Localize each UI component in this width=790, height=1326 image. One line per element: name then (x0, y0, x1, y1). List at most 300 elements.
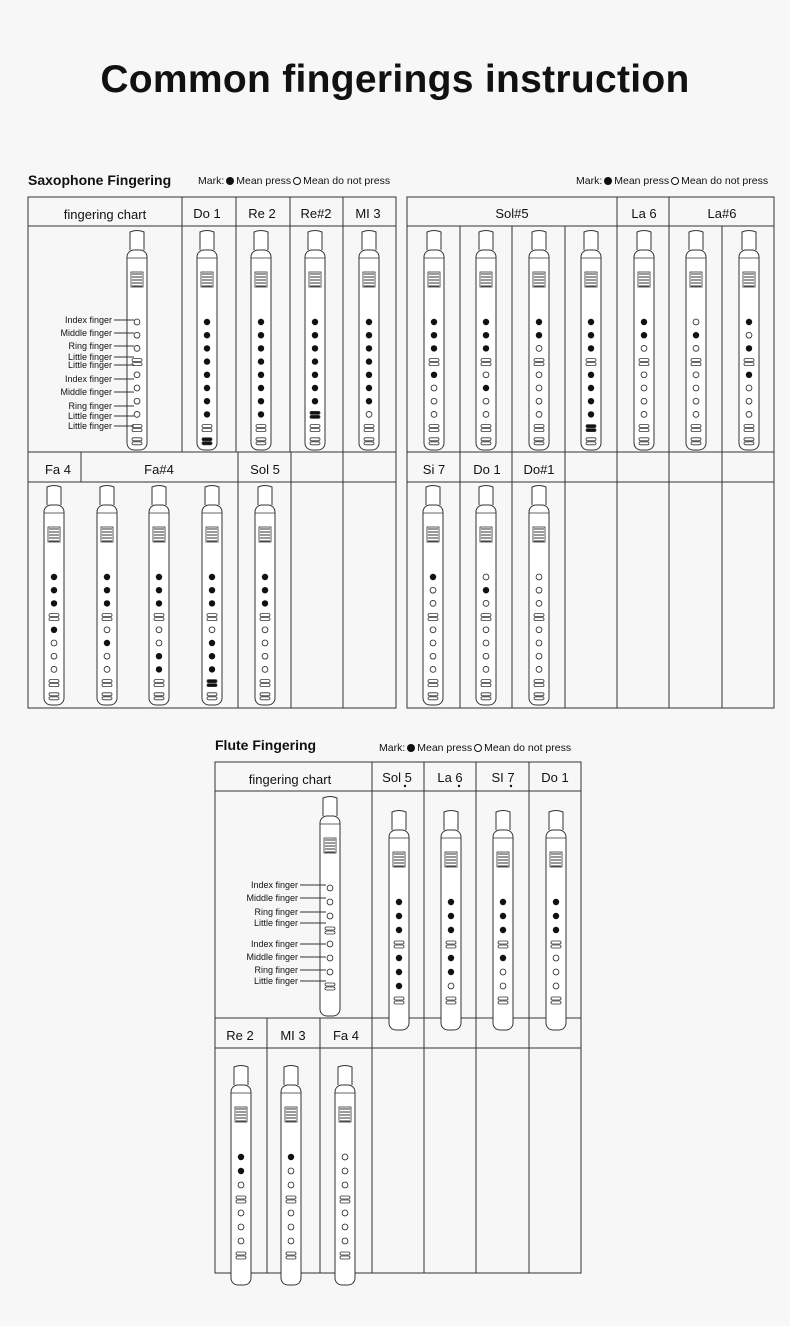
double-hole (256, 425, 266, 428)
note-label: La 6 (437, 770, 463, 785)
double-hole (481, 363, 491, 366)
pressed-hole (553, 899, 559, 905)
instrument-icon (97, 486, 117, 706)
open-hole (51, 640, 57, 646)
pressed-hole (396, 913, 402, 919)
open-hole (553, 969, 559, 975)
saxophone-heading: Saxophone Fingering (28, 172, 172, 188)
double-hole (236, 1200, 246, 1203)
double-hole (586, 442, 596, 445)
instrument-icon (424, 231, 444, 451)
pressed-hole (588, 345, 594, 351)
finger-label: Middle finger (60, 328, 112, 338)
pressed-hole (209, 640, 215, 646)
double-hole (256, 438, 266, 441)
pressed-hole (262, 587, 268, 593)
mouthpiece-shape (479, 486, 493, 506)
open-hole (134, 385, 140, 391)
open-hole (104, 667, 110, 673)
double-hole (481, 438, 491, 441)
note-label: SI 7 (491, 770, 515, 785)
mouthpiece-shape (532, 486, 546, 506)
double-hole (325, 931, 335, 934)
instrument-icon (320, 797, 340, 1017)
open-hole (746, 332, 752, 338)
double-hole (102, 693, 112, 696)
note-label: Fa#4 (144, 462, 174, 477)
note-label: Sol#5 (495, 206, 529, 221)
open-hole (262, 653, 268, 659)
double-hole (428, 693, 438, 696)
pressed-hole (366, 332, 372, 338)
note-label: Do 1 (473, 462, 501, 477)
double-hole (207, 693, 217, 696)
pressed-hole (588, 411, 594, 417)
open-hole (431, 385, 437, 391)
pressed-hole (258, 358, 264, 364)
finger-label: Little finger (67, 360, 112, 370)
mouthpiece-shape (532, 231, 546, 251)
note-label: La 6 (631, 206, 657, 221)
instrument-icon (197, 231, 217, 451)
double-hole (429, 425, 439, 428)
double-hole (260, 614, 270, 617)
instrument-icon (529, 486, 549, 706)
double-hole (256, 442, 266, 445)
pressed-hole (258, 332, 264, 338)
pressed-hole (262, 574, 268, 580)
open-hole (327, 913, 333, 919)
instrument-icon (476, 231, 496, 451)
pressed-hole (483, 587, 489, 593)
open-hole (238, 1238, 244, 1244)
double-hole (429, 359, 439, 362)
open-hole (483, 601, 489, 607)
double-hole (586, 425, 596, 428)
double-hole (691, 429, 701, 432)
open-hole (342, 1182, 348, 1188)
instrument-icon (202, 486, 222, 706)
open-hole (746, 398, 752, 404)
double-hole (207, 697, 217, 700)
double-hole (551, 1001, 561, 1004)
finger-label: Index finger (250, 880, 298, 890)
double-hole (310, 425, 320, 428)
pressed-hole (588, 398, 594, 404)
double-hole (260, 684, 270, 687)
double-hole (340, 1256, 350, 1259)
open-hole (288, 1238, 294, 1244)
mouthpiece-shape (47, 486, 61, 506)
open-hole (156, 640, 162, 646)
open-hole (327, 969, 333, 975)
pressed-hole (396, 899, 402, 905)
pressed-hole (396, 927, 402, 933)
finger-label: Little finger (67, 352, 112, 362)
pressed-hole (312, 398, 318, 404)
open-hole (430, 640, 436, 646)
legend-press-label: Mean press (417, 742, 473, 754)
open-hole (553, 955, 559, 961)
pressed-hole (641, 319, 647, 325)
open-hole (209, 627, 215, 633)
finger-label: Middle finger (246, 952, 298, 962)
open-hole (134, 398, 140, 404)
open-hole (51, 653, 57, 659)
pressed-hole (238, 1168, 244, 1174)
open-hole (342, 1238, 348, 1244)
open-hole (641, 412, 647, 418)
double-hole (534, 363, 544, 366)
mouthpiece-shape (338, 1066, 352, 1086)
double-hole (481, 697, 491, 700)
double-hole (429, 429, 439, 432)
double-hole (498, 997, 508, 1000)
pressed-hole (746, 345, 752, 351)
pressed-hole (258, 345, 264, 351)
pressed-hole (483, 345, 489, 351)
instrument-icon (441, 811, 461, 1031)
double-hole (551, 945, 561, 948)
open-hole (366, 412, 372, 418)
double-hole (639, 442, 649, 445)
pressed-hole (500, 927, 506, 933)
double-hole (481, 684, 491, 687)
instrument-icon (686, 231, 706, 451)
pressed-hole (204, 358, 210, 364)
mouthpiece-shape (258, 486, 272, 506)
open-hole (342, 1224, 348, 1230)
pressed-hole (51, 574, 57, 580)
instrument-icon (359, 231, 379, 451)
instrument-icon (581, 231, 601, 451)
double-hole (325, 927, 335, 930)
note-label: Do#1 (523, 462, 555, 477)
pressed-hole (204, 345, 210, 351)
double-hole (364, 429, 374, 432)
mouthpiece-shape (254, 231, 268, 251)
open-hole (536, 398, 542, 404)
pressed-hole (500, 913, 506, 919)
open-hole (448, 983, 454, 989)
open-hole (693, 372, 699, 378)
pressed-hole (204, 372, 210, 378)
open-hole (693, 346, 699, 352)
double-hole (154, 697, 164, 700)
double-hole (310, 438, 320, 441)
double-hole (481, 693, 491, 696)
open-hole (288, 1182, 294, 1188)
pressed-hole (104, 574, 110, 580)
note-label: Re 2 (226, 1028, 254, 1043)
note-label: Si 7 (422, 462, 446, 477)
instrument-icon (231, 1066, 251, 1286)
pressed-hole (51, 600, 57, 606)
open-hole (238, 1210, 244, 1216)
mouthpiece-shape (496, 811, 510, 831)
double-hole (394, 997, 404, 1000)
pressed-hole (746, 319, 752, 325)
instrument-icon (423, 486, 443, 706)
pressed-hole (204, 411, 210, 417)
double-hole (364, 438, 374, 441)
double-hole (446, 945, 456, 948)
open-hole (327, 955, 333, 961)
open-hole (553, 983, 559, 989)
mouthpiece-shape (200, 231, 214, 251)
double-hole (586, 359, 596, 362)
double-hole (534, 618, 544, 621)
double-hole (429, 438, 439, 441)
mouthpiece-shape (637, 231, 651, 251)
double-hole (481, 359, 491, 362)
double-hole (236, 1256, 246, 1259)
double-hole (481, 429, 491, 432)
double-hole (102, 614, 112, 617)
mouthpiece-shape (479, 231, 493, 251)
double-hole (481, 442, 491, 445)
double-hole (428, 680, 438, 683)
finger-label: Little finger (67, 411, 112, 421)
pressed-hole (204, 319, 210, 325)
double-hole (154, 684, 164, 687)
mouthpiece-shape (427, 231, 441, 251)
double-hole (534, 429, 544, 432)
double-hole (394, 941, 404, 944)
open-hole (430, 587, 436, 593)
double-hole (744, 438, 754, 441)
pressed-hole (641, 332, 647, 338)
pressed-hole (258, 372, 264, 378)
double-hole (286, 1196, 296, 1199)
pressed-hole (366, 319, 372, 325)
pressed-hole (312, 385, 318, 391)
legend-mark-label: Mark: (198, 175, 225, 187)
note-label: Re#2 (300, 206, 332, 221)
double-hole (639, 438, 649, 441)
instrument-icon (255, 486, 275, 706)
pressed-hole (553, 913, 559, 919)
open-hole (51, 667, 57, 673)
double-hole (310, 411, 320, 414)
pressed-hole (312, 332, 318, 338)
instrument-icon (149, 486, 169, 706)
double-hole (691, 425, 701, 428)
double-hole (132, 359, 142, 362)
mouthpiece-shape (308, 231, 322, 251)
double-hole (102, 697, 112, 700)
pressed-hole (448, 927, 454, 933)
double-hole (691, 438, 701, 441)
double-hole (202, 438, 212, 441)
open-hole (134, 319, 140, 325)
pressed-hole (693, 332, 699, 338)
mouthpiece-shape (549, 811, 563, 831)
open-hole (262, 627, 268, 633)
double-hole (207, 680, 217, 683)
double-hole (340, 1196, 350, 1199)
double-hole (325, 983, 335, 986)
instrument-icon (634, 231, 654, 451)
pressed-hole (258, 385, 264, 391)
open-hole (536, 667, 542, 673)
double-hole (446, 1001, 456, 1004)
open-hole (288, 1168, 294, 1174)
double-hole (639, 425, 649, 428)
mouthpiece-shape (100, 486, 114, 506)
mouthpiece-shape (362, 231, 376, 251)
double-hole (534, 438, 544, 441)
open-hole (431, 398, 437, 404)
double-hole (428, 614, 438, 617)
double-hole (256, 429, 266, 432)
open-hole (238, 1182, 244, 1188)
open-hole (536, 412, 542, 418)
pressed-hole (156, 600, 162, 606)
legend-press-label: Mean press (614, 175, 670, 187)
pressed-hole (204, 332, 210, 338)
open-hole (746, 412, 752, 418)
finger-label: Ring finger (254, 907, 298, 917)
open-hole (104, 627, 110, 633)
double-hole (586, 438, 596, 441)
legend-not-press-label: Mean do not press (484, 742, 572, 754)
double-hole (49, 614, 59, 617)
finger-label: Middle finger (60, 387, 112, 397)
double-hole (534, 693, 544, 696)
octave-dot (510, 785, 512, 787)
pressed-hole (312, 345, 318, 351)
open-hole (288, 1210, 294, 1216)
double-hole (102, 684, 112, 687)
double-hole (132, 442, 142, 445)
open-hole (156, 627, 162, 633)
pressed-hole (396, 955, 402, 961)
pressed-hole (483, 319, 489, 325)
double-hole (154, 693, 164, 696)
double-hole (744, 429, 754, 432)
double-hole (207, 618, 217, 621)
instrument-icon (389, 811, 409, 1031)
pressed-hole (500, 899, 506, 905)
open-hole (693, 319, 699, 325)
instrument-icon (281, 1066, 301, 1286)
instrument-icon (335, 1066, 355, 1286)
double-hole (744, 442, 754, 445)
double-hole (534, 442, 544, 445)
double-hole (49, 697, 59, 700)
open-hole (536, 346, 542, 352)
note-label: Sol 5 (382, 770, 412, 785)
note-label: Re 2 (248, 206, 276, 221)
pressed-hole (588, 332, 594, 338)
chart-label: fingering chart (248, 772, 332, 787)
pressed-hole (396, 983, 402, 989)
double-hole (534, 359, 544, 362)
double-hole (498, 941, 508, 944)
pressed-hole (104, 640, 110, 646)
double-hole (639, 359, 649, 362)
pressed-hole (430, 574, 436, 580)
open-hole (238, 1224, 244, 1230)
double-hole (744, 359, 754, 362)
finger-label: Little finger (67, 421, 112, 431)
double-hole (154, 614, 164, 617)
double-hole (49, 618, 59, 621)
pressed-hole (366, 398, 372, 404)
open-hole (536, 640, 542, 646)
pressed-hole (448, 913, 454, 919)
double-hole (446, 941, 456, 944)
instrument-icon (546, 811, 566, 1031)
pressed-hole (500, 955, 506, 961)
open-hole (483, 398, 489, 404)
double-hole (286, 1200, 296, 1203)
open-hole (641, 398, 647, 404)
open-hole (693, 398, 699, 404)
pressed-hole (312, 372, 318, 378)
open-hole (342, 1154, 348, 1160)
note-label: Do 1 (541, 770, 569, 785)
pressed-hole (312, 319, 318, 325)
open-hole (431, 412, 437, 418)
mouthpiece-shape (284, 1066, 298, 1086)
double-hole (534, 425, 544, 428)
double-hole (286, 1252, 296, 1255)
pressed-hole (209, 666, 215, 672)
pressed-hole (156, 587, 162, 593)
instrument-icon (739, 231, 759, 451)
pressed-hole (431, 372, 437, 378)
double-hole (310, 442, 320, 445)
double-hole (154, 680, 164, 683)
double-hole (429, 363, 439, 366)
open-hole (262, 667, 268, 673)
double-hole (691, 363, 701, 366)
double-hole (586, 429, 596, 432)
double-hole (202, 429, 212, 432)
pressed-hole (396, 969, 402, 975)
pressed-hole (258, 319, 264, 325)
open-hole (430, 627, 436, 633)
double-hole (744, 425, 754, 428)
note-label: La#6 (707, 206, 737, 221)
pressed-hole (258, 411, 264, 417)
pressed-hole (209, 587, 215, 593)
double-hole (481, 618, 491, 621)
double-hole (49, 693, 59, 696)
pressed-hole (366, 385, 372, 391)
finger-label: Little finger (253, 918, 298, 928)
instrument-icon (305, 231, 325, 451)
double-hole (260, 697, 270, 700)
mouthpiece-shape (392, 811, 406, 831)
mouthpiece-shape (323, 797, 337, 817)
finger-label: Index finger (64, 374, 112, 384)
double-hole (260, 680, 270, 683)
mouthpiece-shape (444, 811, 458, 831)
open-hole (641, 385, 647, 391)
double-hole (102, 618, 112, 621)
open-hole (430, 667, 436, 673)
pressed-hole (366, 345, 372, 351)
open-hole (342, 1168, 348, 1174)
double-hole (534, 614, 544, 617)
double-hole (340, 1252, 350, 1255)
instrument-icon (529, 231, 549, 451)
pressed-hole (104, 600, 110, 606)
open-hole (483, 412, 489, 418)
